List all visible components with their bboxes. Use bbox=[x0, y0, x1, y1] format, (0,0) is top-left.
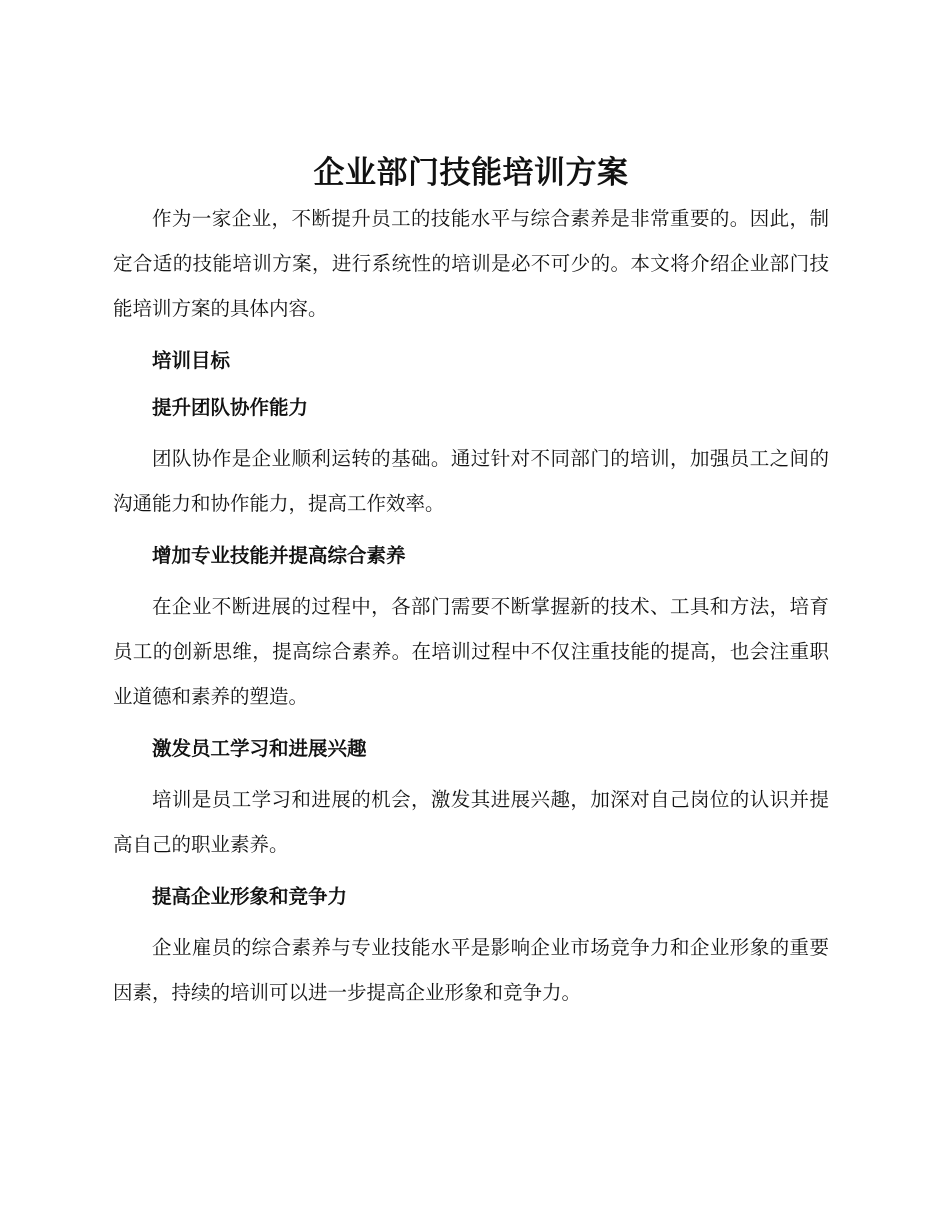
subsection-body-image-competitiveness: 企业雇员的综合素养与专业技能水平是影响企业市场竞争力和企业形象的重要因素，持续的培训可以进一步提高企业形象和竞争力。 bbox=[113, 936, 829, 1004]
document-title: 企业部门技能培训方案 bbox=[313, 155, 629, 191]
subsection-heading-teamwork: 提升团队协作能力 bbox=[152, 396, 309, 419]
section-heading-training-goals: 培训目标 bbox=[152, 349, 231, 372]
subsection-heading-professional-skills: 增加专业技能并提高综合素养 bbox=[152, 544, 406, 567]
subsection-body-professional-skills: 在企业不断进展的过程中，各部门需要不断掌握新的技术、工具和方法，培育员工的创新思维，提高综合素养。在培训过程中不仅注重技能的提高，也会注重职业道德和素养的塑造。 bbox=[113, 595, 829, 708]
subsection-heading-learning-interest: 激发员工学习和进展兴趣 bbox=[152, 737, 367, 760]
subsection-body-learning-interest: 培训是员工学习和进展的机会，激发其进展兴趣，加深对自己岗位的认识并提高自己的职业素养。 bbox=[113, 788, 829, 856]
subsection-body-teamwork: 团队协作是企业顺利运转的基础。通过针对不同部门的培训，加强员工之间的沟通能力和协作能力，提高工作效率。 bbox=[113, 447, 829, 515]
intro-paragraph: 作为一家企业，不断提升员工的技能水平与综合素养是非常重要的。因此，制定合适的技能培训方案，进行系统性的培训是必不可少的。本文将介绍企业部门技能培训方案的具体内容。 bbox=[113, 207, 829, 320]
document-page bbox=[113, 150, 829, 1015]
subsection-heading-image-competitiveness: 提高企业形象和竞争力 bbox=[152, 885, 348, 908]
